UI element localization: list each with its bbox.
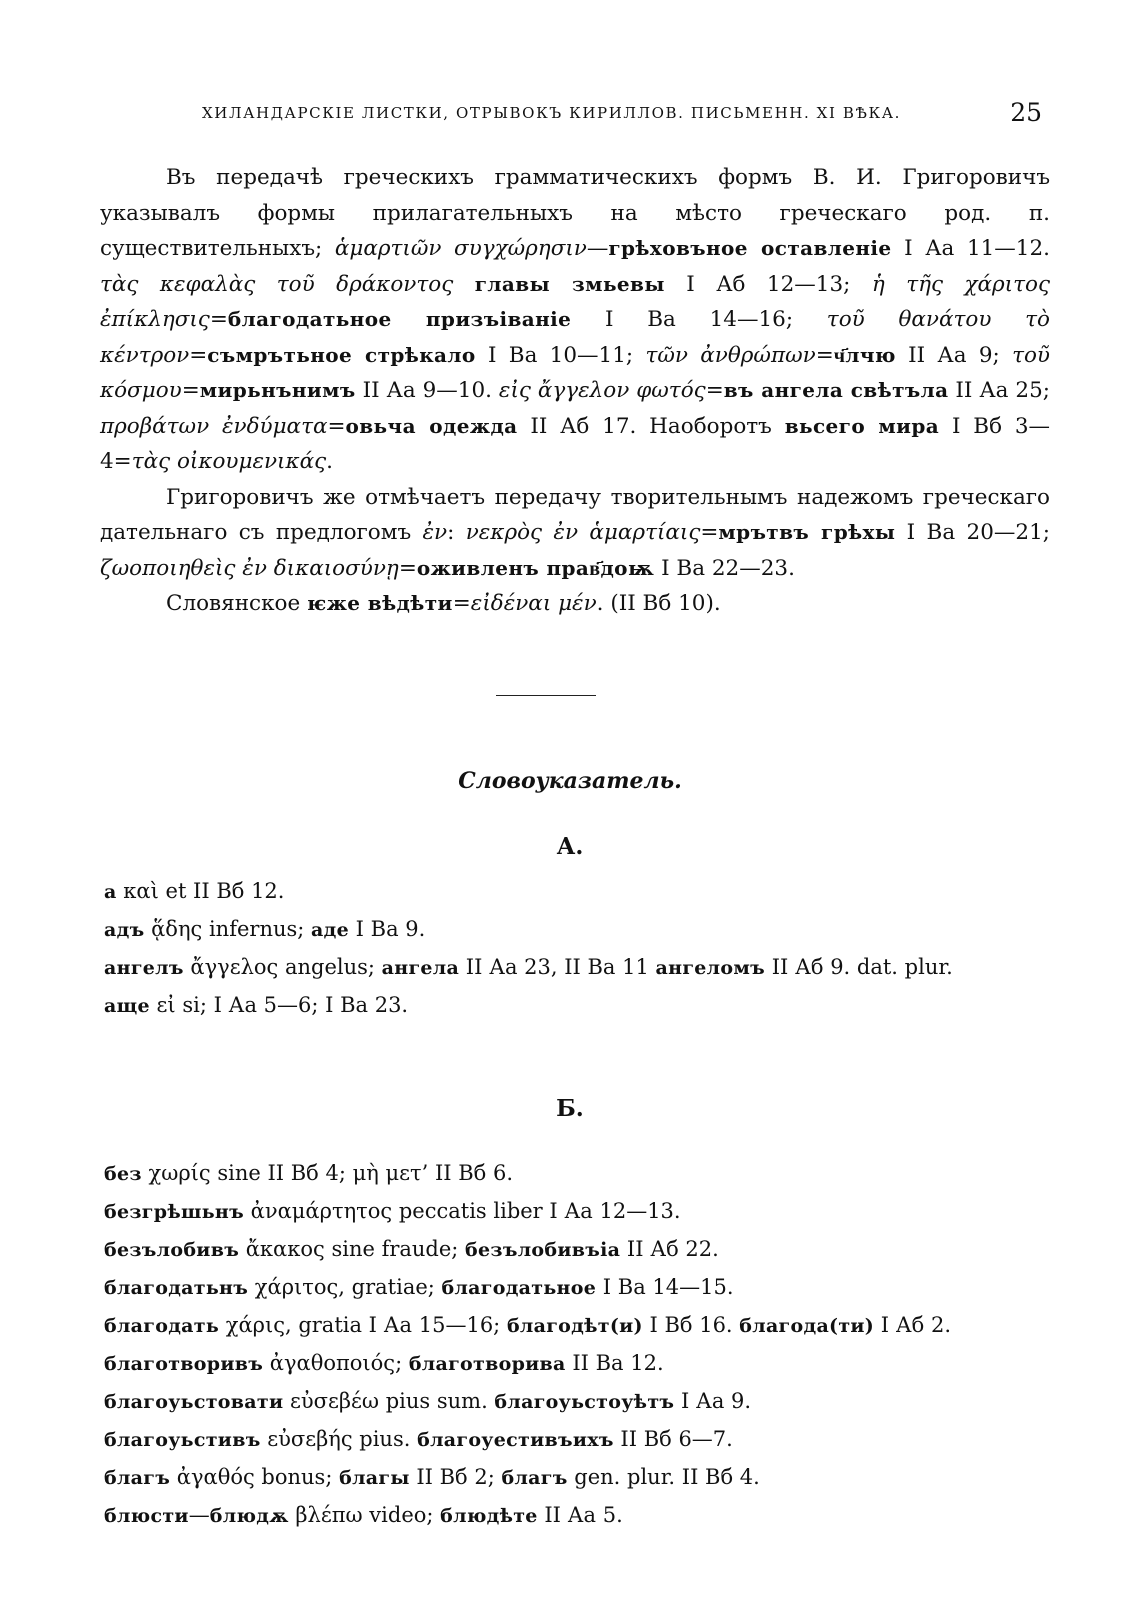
slavonic-phrase: вьсего мира bbox=[784, 413, 940, 438]
index-entry bbox=[104, 1269, 1049, 1307]
greek-phrase: προβάτων ἐνδύματα bbox=[100, 413, 328, 439]
entry-text: καὶ et II Вб 12. bbox=[116, 879, 285, 903]
slavonic-phrase: грѣховъное оставленіе bbox=[608, 236, 892, 260]
entry-text: I Аа 9. bbox=[674, 1389, 752, 1413]
headword: благы bbox=[339, 1467, 410, 1489]
headword: без bbox=[104, 1163, 142, 1185]
index-entry bbox=[104, 1193, 1049, 1231]
greek-phrase: εἰδέναι μέν bbox=[470, 591, 597, 616]
running-header bbox=[100, 98, 1050, 138]
index-entry bbox=[104, 1497, 1049, 1535]
headword: благъ bbox=[501, 1467, 568, 1489]
slavonic-phrase: въ ангела свѣтъла bbox=[723, 378, 949, 402]
page-number: 25 bbox=[1010, 98, 1042, 127]
entry-text: II Аа 5. bbox=[537, 1503, 623, 1527]
slavonic-phrase: благодатьное призъіваніе bbox=[227, 307, 572, 331]
entry-text: ἄγγελος angelus; bbox=[183, 955, 382, 979]
greek-phrase: ἡ τῆς χάριτος ἐπίκλησις bbox=[100, 271, 1050, 332]
headword: безгрѣшьнъ bbox=[104, 1201, 244, 1223]
slavonic-phrase: главы змьевы bbox=[474, 271, 665, 296]
greek-phrase: ἁμαρτιῶν συγχώρησιν bbox=[334, 236, 587, 261]
greek-phrase: εἰς ἄγγελον φωτός bbox=[498, 378, 706, 403]
headword: а bbox=[104, 881, 117, 903]
headword: безълобивъ bbox=[104, 1239, 240, 1261]
headword: благоуьстивъ bbox=[104, 1429, 261, 1451]
entry-text: ἀναμάρτητος peccatis liber I Аа 12—13. bbox=[243, 1199, 681, 1223]
headword: благъ bbox=[104, 1467, 171, 1489]
index-entry bbox=[104, 1345, 1049, 1383]
index-entries-b bbox=[104, 1155, 1049, 1535]
section-divider bbox=[496, 695, 596, 696]
entry-text: I Вб 16. bbox=[642, 1313, 740, 1337]
entry-text: εὐσεβής pius. bbox=[260, 1427, 418, 1451]
running-title: ХИЛАНДАРСКІЕ ЛИСТКИ, ОТРЫВОКЪ КИРИЛЛОВ. ПИСЬМЕНН. XI ВѢКА. bbox=[202, 104, 902, 122]
entry-text: II Аб 9. dat. plur. bbox=[765, 955, 953, 979]
headword: благоуестивъихъ bbox=[417, 1429, 614, 1451]
slavonic-phrase: оживленъ прав҃доѭ bbox=[416, 555, 655, 580]
headword: благода(ти) bbox=[739, 1315, 875, 1337]
slavonic-phrase: мрътвъ грѣхы bbox=[718, 520, 896, 544]
entry-text: ᾅδης infernus; bbox=[144, 917, 312, 941]
index-entry bbox=[104, 1459, 1049, 1497]
entry-text: II Ва 12. bbox=[565, 1351, 664, 1375]
index-entry bbox=[104, 1421, 1049, 1459]
headword: благодѣт(и) bbox=[506, 1315, 643, 1337]
index-entry bbox=[104, 1231, 1049, 1269]
slavonic-phrase: ѥже вѣдѣти bbox=[307, 591, 453, 615]
entry-text: I Аб 2. bbox=[874, 1313, 952, 1337]
headword: адъ bbox=[104, 919, 145, 941]
headword: аще bbox=[104, 995, 150, 1017]
slavonic-phrase: овьча одежда bbox=[345, 413, 518, 438]
headword: благодатьнъ bbox=[104, 1277, 249, 1299]
index-entry bbox=[104, 949, 1049, 987]
headword: благодатьное bbox=[441, 1277, 597, 1299]
entry-text: II Аа 23, II Ва 11 bbox=[459, 955, 656, 979]
headword: благодать bbox=[104, 1315, 220, 1337]
index-letter-b: Б. bbox=[556, 1095, 584, 1122]
entry-text: εὐσεβέω pius sum. bbox=[283, 1389, 495, 1413]
entry-text: ἀγαθοποιός; bbox=[263, 1351, 409, 1375]
greek-phrase: νεκρὸς ἐν ἁμαρτίαις bbox=[465, 520, 701, 545]
headword: блюдѣте bbox=[440, 1505, 538, 1527]
headword: благоуьстовати bbox=[104, 1391, 284, 1413]
entry-text: II Аб 22. bbox=[620, 1237, 719, 1261]
entry-text: ἀγαθός bonus; bbox=[170, 1465, 340, 1489]
entry-text: ἄκακος sine fraude; bbox=[239, 1237, 466, 1261]
slavonic-phrase: мирьнънимъ bbox=[199, 378, 356, 402]
entry-text: εἰ si; I Аа 5—6; I Ва 23. bbox=[149, 993, 409, 1017]
headword: ангелъ bbox=[104, 957, 184, 979]
entry-text: χωρίς sine II Вб 4; μὴ μετ’ II Вб 6. bbox=[141, 1161, 514, 1185]
slavonic-phrase: ч҃лчю bbox=[833, 342, 896, 367]
greek-phrase: ἐν bbox=[422, 520, 448, 545]
index-entry bbox=[104, 1383, 1049, 1421]
entry-text: gen. plur. II Вб 4. bbox=[567, 1465, 760, 1489]
slavonic-phrase: съмрътьное стрѣкало bbox=[207, 342, 476, 367]
index-entries-a bbox=[104, 873, 1049, 1025]
headword: ангеломъ bbox=[655, 957, 766, 979]
headword: благоуьстоуѣтъ bbox=[494, 1391, 675, 1413]
index-entry bbox=[104, 911, 1049, 949]
headword: благотворива bbox=[408, 1353, 566, 1375]
headword: благотворивъ bbox=[104, 1353, 264, 1375]
paragraph-2: Григоровичъ же отмѣчаетъ передачу творительнымъ надежомъ греческаго дательнаго съ предлогомъ ἐν: νεκρὸς ἐν ἁμαρτίαις=мрътвъ грѣхы I Ва 20—21; ζωοποιηθεὶς ἐν δικαιοσύνῃ=оживленъ прав҃доѭ I Ва 22—23. bbox=[100, 484, 1050, 581]
entry-text: χάρις, gratia I Аа 15—16; bbox=[219, 1313, 507, 1337]
entry-text: βλέπω video; bbox=[288, 1503, 441, 1527]
headword: аде bbox=[311, 919, 349, 941]
greek-phrase: τῶν ἀνθρώπων bbox=[645, 342, 816, 368]
greek-phrase: τὰς κεφαλὰς τοῦ δράκοντος bbox=[100, 271, 454, 297]
headword: блюсти bbox=[104, 1505, 189, 1527]
entry-text: I Ва 14—15. bbox=[596, 1275, 734, 1299]
index-entry bbox=[104, 1155, 1049, 1193]
index-entry bbox=[104, 873, 1049, 911]
entry-text: II Вб 2; bbox=[409, 1465, 502, 1489]
index-title: Словоуказатель. bbox=[458, 768, 682, 794]
paragraph-1: Въ передачѣ греческихъ грамматическихъ формъ В. И. Григоровичъ указывалъ формы прилагательныхъ на мѣсто греческаго род. п. существительныхъ; ἁμαρτιῶν συγχώρησιν—грѣховъное оставленіе I Аа 11—12. τὰς κεφαλὰς τοῦ δράκοντος главы змьевы I Аб 12—13; ἡ τῆς χάριτος ἐπίκλησις=благодатьное призъіваніе I Ва 14—16; τοῦ θανάτου τὸ κέντρον=съмрътьное стрѣкало I Ва 10—11; τῶν ἀνθρώπων=ч҃лчю II Аа 9; τοῦ κόσμου=мирьнънимъ II Аа 9—10. εἰς ἄγγελον φωτός=въ ангела свѣтъла II Аа 25; προβάτων ἐνδύματα=овьча одежда II Аб 17. Наоборотъ вьсего мира I Вб 3—4=τὰς οἰκουμενικάς. bbox=[100, 165, 1050, 474]
greek-phrase: τοῦ θανάτου τὸ κέντρον bbox=[100, 307, 1050, 368]
index-letter-a: А. bbox=[556, 833, 584, 860]
greek-phrase: τοῦ κόσμου bbox=[100, 342, 1050, 403]
greek-phrase: τὰς οἰκουμενικάς bbox=[131, 449, 327, 474]
paragraph-3: Словянское ѥже вѣдѣти=εἰδέναι μέν. (II Вб 10). bbox=[166, 591, 721, 616]
entry-text: χάριτος, gratiae; bbox=[248, 1275, 442, 1299]
headword: блюдѫ bbox=[209, 1505, 289, 1527]
greek-phrase: ζωοποιηθεὶς ἐν δικαιοσύνῃ bbox=[100, 555, 399, 581]
entry-text: I Ва 9. bbox=[349, 917, 426, 941]
body-text bbox=[100, 160, 1050, 622]
entry-text: — bbox=[188, 1503, 210, 1527]
headword: безълобивъіа bbox=[465, 1239, 621, 1261]
index-entry bbox=[104, 987, 1049, 1025]
headword: ангела bbox=[381, 957, 460, 979]
entry-text: II Вб 6—7. bbox=[613, 1427, 733, 1451]
index-entry bbox=[104, 1307, 1049, 1345]
